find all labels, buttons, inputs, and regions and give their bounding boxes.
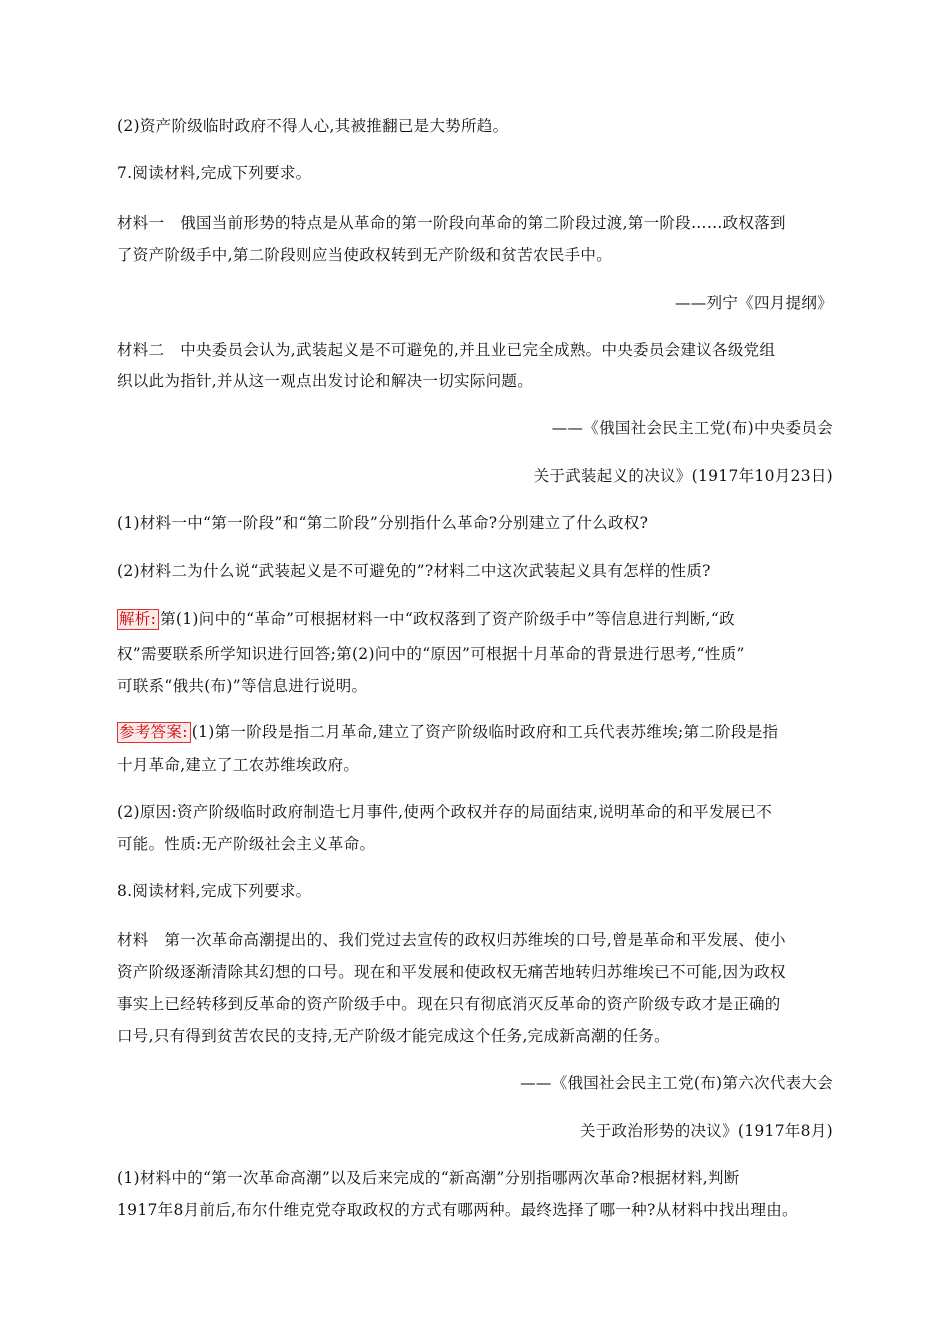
- material-2-source-2: 关于武装起义的决议》(1917年10月23日): [533, 467, 833, 485]
- answer-line-3: (2)原因:资产阶级临时政府制造七月事件,使两个政权并存的局面结束,说明革命的和平发展已不: [117, 803, 773, 821]
- question-8-1-line-1: (1)材料中的“第一次革命高潮”以及后来完成的“新高潮”分别指哪两次革命?根据材料,判断: [117, 1169, 740, 1187]
- question-7-2: (2)材料二为什么说“武装起义是不可避免的”?材料二中这次武装起义具有怎样的性质?: [117, 562, 711, 580]
- question-7-1: (1)材料一中“第一阶段”和“第二阶段”分别指什么革命?分别建立了什么政权?: [117, 514, 649, 532]
- answer-text: (1)第一阶段是指二月革命,建立了资产阶级临时政府和工兵代表苏维埃;第二阶段是指: [191, 723, 779, 741]
- material-8-line-2: 资产阶级逐渐清除其幻想的口号。现在和平发展和使政权无痛苦地转归苏维埃已不可能,因为政权: [117, 963, 786, 981]
- answer-line-1: [117, 717, 833, 747]
- material-2-line-1: 材料二 中央委员会认为,武装起义是不可避免的,并且业已完全成熟。中央委员会建议各级党组: [117, 341, 776, 359]
- material-2-source-1: ——《俄国社会民主工党(布)中央委员会: [551, 419, 833, 437]
- question-8-title: 8.阅读材料,完成下列要求。: [117, 882, 312, 900]
- question-7-title: 7.阅读材料,完成下列要求。: [117, 164, 312, 182]
- material-8-line-1: 材料 第一次革命高潮提出的、我们党过去宣传的政权归苏维埃的口号,曾是革命和平发展、使小: [117, 931, 786, 949]
- material-2-line-2: 织以此为指针,并从这一观点出发讨论和解决一切实际问题。: [117, 372, 534, 390]
- material-8-source-1: ——《俄国社会民主工党(布)第六次代表大会: [520, 1074, 833, 1092]
- answer-line: (2)资产阶级临时政府不得人心,其被推翻已是大势所趋。: [117, 117, 509, 135]
- analysis-line-3: 可联系“俄共(布)”等信息进行说明。: [117, 677, 368, 695]
- answer-line-4: 可能。性质:无产阶级社会主义革命。: [117, 835, 376, 853]
- analysis-text: 第(1)问中的“革命”可根据材料一中“政权落到了资产阶级手中”等信息进行判断,“政: [160, 610, 735, 628]
- material-8-line-3: 事实上已经转移到反革命的资产阶级手中。现在只有彻底消灭反革命的资产阶级专政才是正确的: [117, 995, 781, 1013]
- answer-line-2: 十月革命,建立了工农苏维埃政府。: [117, 756, 360, 774]
- material-1-line-2: 了资产阶级手中,第二阶段则应当使政权转到无产阶级和贫苦农民手中。: [117, 246, 613, 264]
- reference-answer-tag: 参考答案:: [117, 722, 191, 743]
- analysis-tag: 解析:: [117, 609, 159, 630]
- material-1-line-1: 材料一 俄国当前形势的特点是从革命的第一阶段向革命的第二阶段过渡,第一阶段……政权落到: [117, 214, 786, 232]
- material-8-source-2: 关于政治形势的决议》(1917年8月): [579, 1122, 833, 1140]
- analysis-line-2: 权”需要联系所学知识进行回答;第(2)问中的“原因”可根据十月革命的背景进行思考,“性质”: [117, 645, 745, 663]
- material-1-source: ——列宁《四月提纲》: [674, 294, 833, 312]
- material-8-line-4: 口号,只有得到贫苦农民的支持,无产阶级才能完成这个任务,完成新高潮的任务。: [117, 1027, 670, 1045]
- analysis-line-1: [117, 604, 833, 634]
- question-8-1-line-2: 1917年8月前后,布尔什维克党夺取政权的方式有哪两种。最终选择了哪一种?从材料中找出理由。: [117, 1201, 798, 1219]
